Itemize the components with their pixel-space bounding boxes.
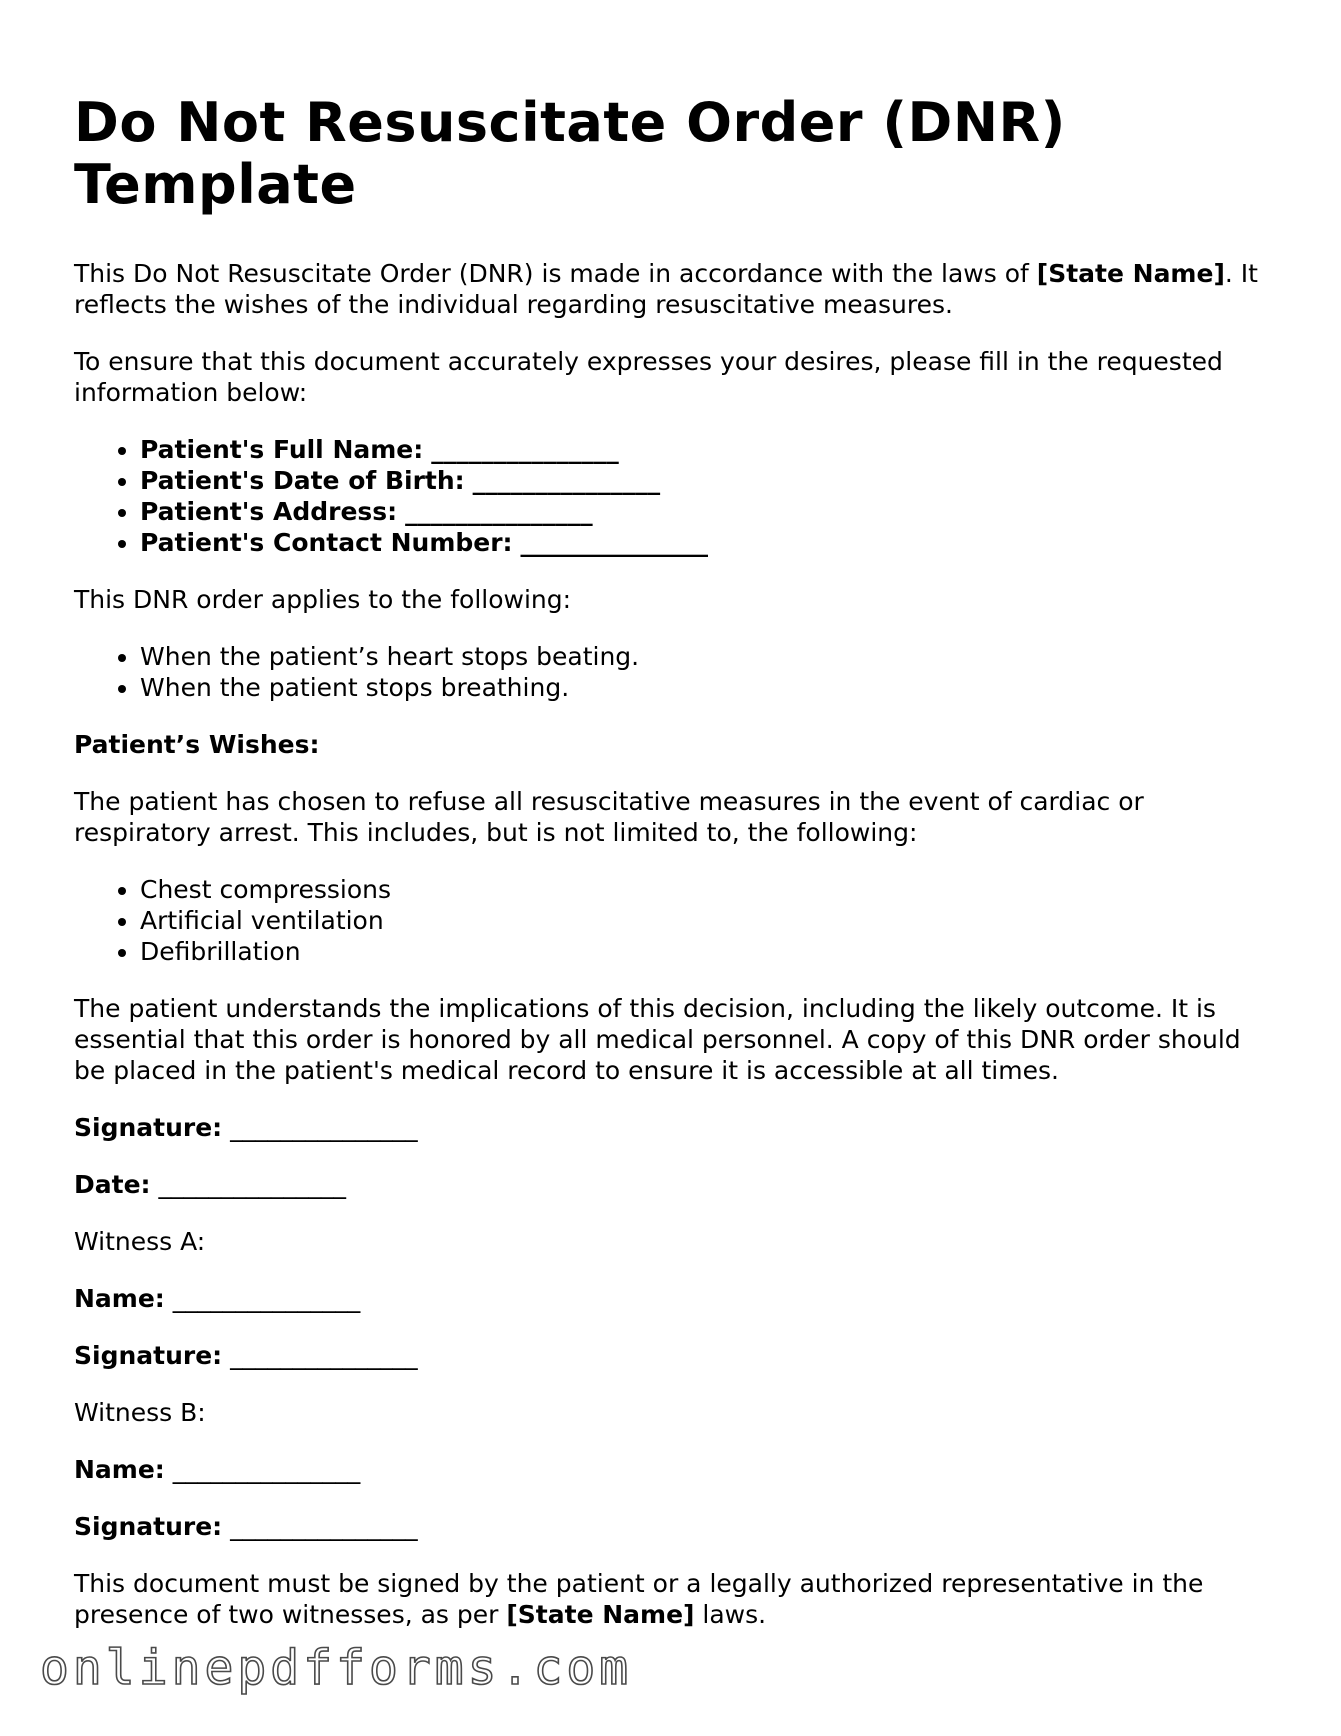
understanding-paragraph: The patient understands the implications of this decision, including the likely outcome. It is essential that this order is honored by all medical personnel. A copy of this DNR order should be placed in the patient's medical record to ensure it is accessible at all times. [74, 994, 1241, 1085]
measures-list [74, 874, 1274, 967]
witness-a-name-line [74, 1283, 1274, 1314]
witness-b-heading: Witness B: [74, 1398, 206, 1427]
list-item: • Artificial ventilation [140, 905, 1274, 936]
fill-blank[interactable]: _______________ [431, 435, 619, 464]
signature-label: Signature: [74, 1512, 223, 1541]
field-label: Patient's Full Name: [140, 435, 424, 464]
fill-blank[interactable]: _______________ [472, 466, 661, 495]
list-item: • When the patient stops breathing. [140, 672, 1274, 703]
witness-a-heading: Witness A: [74, 1227, 206, 1256]
name-blank[interactable]: _______________ [172, 1455, 361, 1484]
closing-text-start: This document must be signed by the patient or a legally authorized representative in the presence of two witnesses, as per [74, 1569, 1204, 1629]
name-label: Name: [74, 1455, 165, 1484]
signature-label: Signature: [74, 1341, 223, 1370]
field-patient-dob [140, 465, 1274, 496]
patient-signature-line [74, 1112, 1274, 1143]
list-item: • Defibrillation [140, 936, 1274, 967]
signature-blank[interactable]: _______________ [230, 1512, 418, 1541]
field-patient-contact [140, 527, 1274, 558]
signature-blank[interactable]: _______________ [230, 1113, 418, 1142]
wishes-heading [74, 729, 1274, 760]
wishes-heading-text: Patient’s Wishes: [74, 730, 320, 759]
witness-b-name-line [74, 1454, 1274, 1485]
state-name-placeholder: [State Name] [1036, 259, 1225, 288]
signature-blank[interactable]: _______________ [230, 1341, 418, 1370]
witness-a-signature-line [74, 1340, 1274, 1371]
wishes-paragraph: The patient has chosen to refuse all resuscitative measures in the event of cardiac or respiratory arrest. This includes, but is not limited to, the following: [74, 787, 1144, 847]
intro-text-end: . It reflects the wishes of the individual regarding resuscitative measures. [74, 259, 1258, 319]
date-label: Date: [74, 1170, 151, 1199]
intro-paragraph [74, 258, 1274, 320]
signature-label: Signature: [74, 1113, 223, 1142]
closing-paragraph [74, 1568, 1274, 1630]
fill-blank[interactable]: _______________ [405, 497, 593, 526]
intro-text-start: This Do Not Resuscitate Order (DNR) is made in accordance with the laws of [74, 259, 1037, 288]
name-blank[interactable]: _______________ [172, 1284, 361, 1313]
applies-list [74, 641, 1274, 703]
page-title: Do Not Resuscitate Order (DNR) Template [74, 91, 1066, 216]
applies-intro: This DNR order applies to the following: [74, 585, 572, 614]
watermark-logo: onlinepdfforms.com [40, 1640, 633, 1696]
list-item: • When the patient’s heart stops beating. [140, 641, 1274, 672]
date-blank[interactable]: _______________ [158, 1170, 346, 1199]
closing-text-end: laws. [694, 1600, 767, 1629]
field-label: Patient's Address: [140, 497, 398, 526]
fill-blank[interactable]: _______________ [520, 528, 708, 557]
field-label: Patient's Date of Birth: [140, 466, 465, 495]
name-label: Name: [74, 1284, 165, 1313]
patient-fields-list [74, 434, 1274, 558]
field-label: Patient's Contact Number: [140, 528, 513, 557]
field-patient-address [140, 496, 1274, 527]
state-name-placeholder: [State Name] [506, 1600, 695, 1629]
list-item: • Chest compressions [140, 874, 1274, 905]
patient-date-line [74, 1169, 1274, 1200]
field-patient-full-name [140, 434, 1274, 465]
document-page [74, 92, 1274, 1656]
witness-b-signature-line [74, 1511, 1274, 1542]
instructions-paragraph: To ensure that this document accurately expresses your desires, please fill in the requested information below: [74, 347, 1223, 407]
